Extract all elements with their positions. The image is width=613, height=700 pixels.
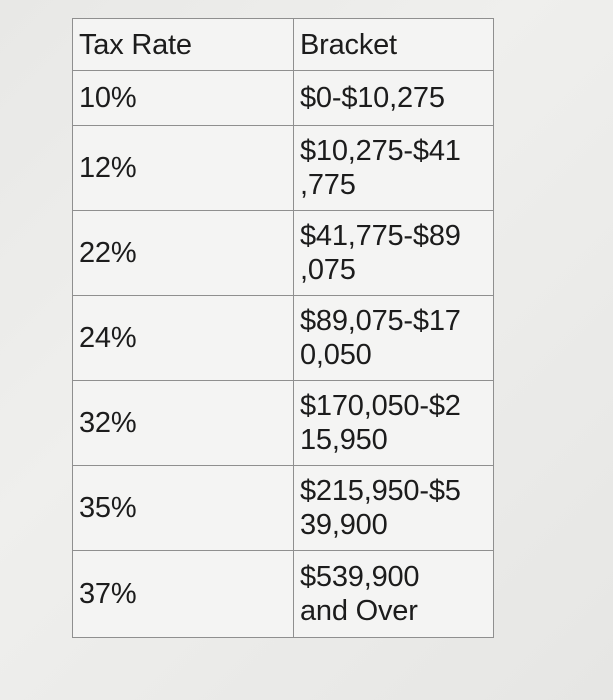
bracket-line: and Over	[300, 595, 418, 627]
bracket-line: $0-$10,275	[300, 82, 445, 114]
bracket-cell	[294, 551, 494, 638]
header-bracket: Bracket	[294, 19, 494, 71]
rate-cell: 35%	[73, 466, 294, 551]
table-row	[73, 466, 494, 551]
rate-cell: 32%	[73, 381, 294, 466]
rate-cell: 37%	[73, 551, 294, 638]
table-row	[73, 211, 494, 296]
bracket-line: ,775	[300, 169, 356, 201]
table-row	[73, 71, 494, 126]
bracket-line: $215,950-$5	[300, 475, 461, 507]
bracket-line: 15,950	[300, 424, 388, 456]
bracket-line: $539,900	[300, 561, 420, 593]
rate-cell: 12%	[73, 126, 294, 211]
bracket-cell	[294, 211, 494, 296]
bracket-line: $10,275-$41	[300, 135, 461, 167]
table-row	[73, 126, 494, 211]
rate-cell: 24%	[73, 296, 294, 381]
tax-bracket-table	[72, 18, 494, 638]
bracket-line: $41,775-$89	[300, 220, 461, 252]
bracket-cell	[294, 296, 494, 381]
rate-cell: 10%	[73, 71, 294, 126]
bracket-line: 0,050	[300, 339, 372, 371]
bracket-line: $170,050-$2	[300, 390, 461, 422]
bracket-line: ,075	[300, 254, 356, 286]
bracket-cell	[294, 381, 494, 466]
bracket-line: 39,900	[300, 509, 388, 541]
bracket-cell	[294, 466, 494, 551]
table-row	[73, 381, 494, 466]
bracket-line: $89,075-$17	[300, 305, 461, 337]
header-tax-rate: Tax Rate	[73, 19, 294, 71]
table-row	[73, 296, 494, 381]
bracket-cell	[294, 126, 494, 211]
rate-cell: 22%	[73, 211, 294, 296]
table-header-row	[73, 19, 494, 71]
bracket-cell	[294, 71, 494, 126]
table-row	[73, 551, 494, 638]
